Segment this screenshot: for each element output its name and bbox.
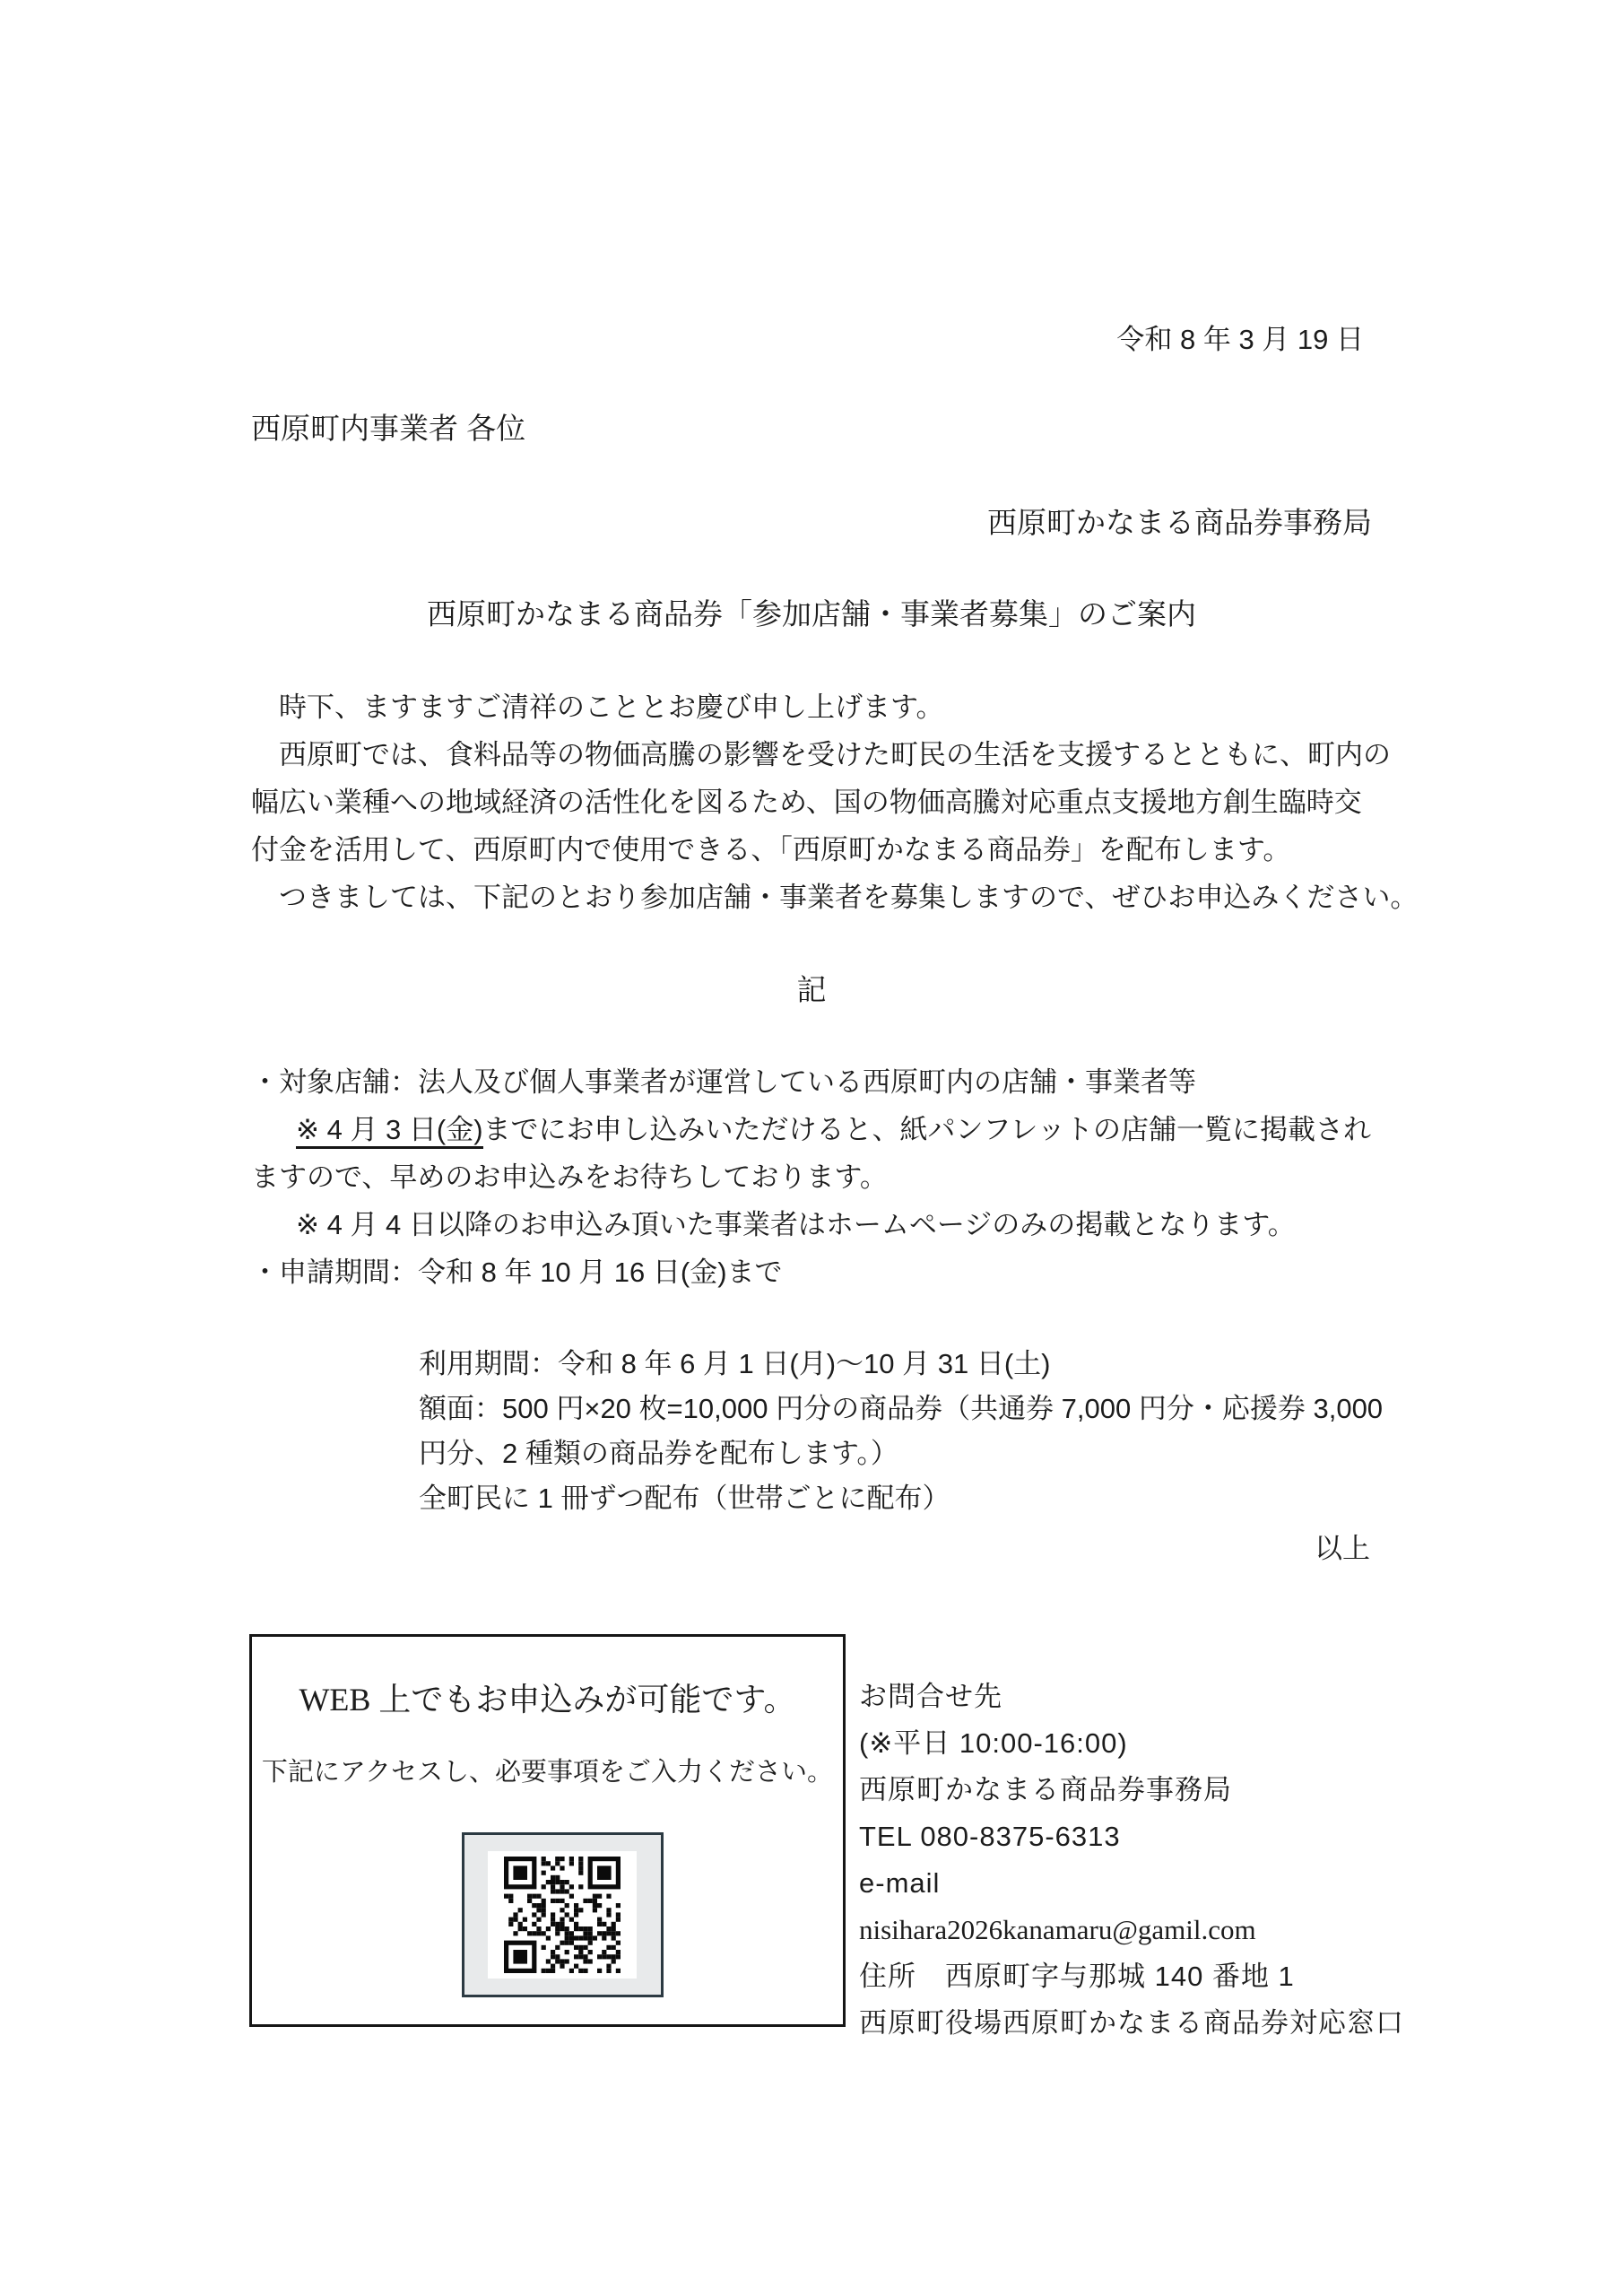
closing-mark: 以上 (1315, 1533, 1370, 1564)
target-stores-line: ・対象店舗：法人及び個人事業者が運営している西原町内の店舗・事業者等 (251, 1066, 1196, 1098)
qr-code-background (488, 1851, 637, 1979)
denomination-line-2: 円分、2 種類の商品券を配布します。） (419, 1438, 898, 1469)
record-mark: 記 (796, 973, 827, 1006)
contact-heading: お問合せ先 (859, 1681, 1002, 1712)
contact-window: 西原町役場西原町かなまる商品券対応窓口 (859, 2007, 1404, 2039)
contact-tel: TEL 080-8375-6313 (859, 1821, 1121, 1852)
body-line: 幅広い業種への地域経済の活性化を図るため、国の物価高騰対応重点支援地方創生臨時交 (251, 787, 1362, 818)
contact-block (859, 1674, 1541, 2047)
deadline-underlined: ※ 4 月 3 日(金) (296, 1114, 483, 1149)
body-line: つきましては、下記のとおり参加店舗・事業者を募集しますので、ぜひお申込みください。 (279, 882, 1419, 913)
application-period-line: ・申請期間：令和 8 年 10 月 16 日(金)まで (251, 1257, 783, 1288)
usage-period-line: 利用期間：令和 8 年 6 月 1 日(月)～10 月 31 日(土) (419, 1348, 1051, 1379)
distribution-line: 全町民に 1 冊ずつ配布（世帯ごとに配布） (419, 1483, 950, 1514)
body-paragraph (251, 683, 1506, 921)
web-box-headline: WEB 上でもお申込みが可能です。 (299, 1682, 796, 1718)
contact-address: 住所 西原町字与那城 140 番地 1 (859, 1961, 1295, 1992)
contact-email-label: e-mail (859, 1867, 941, 1899)
deadline-line (251, 1106, 1506, 1153)
qr-code (504, 1857, 621, 1973)
denomination-line-1: 額面：500 円×20 枚=10,000 円分の商品券（共通券 7,000 円分・応援券 3,000 (419, 1393, 1384, 1424)
body-line: 時下、ますますご清祥のこととお慶び申し上げます。 (279, 691, 944, 723)
qr-code-frame (462, 1832, 664, 1997)
body-line: 西原町では、食料品等の物価高騰の影響を受けた町民の生活を支援するとともに、町内の (279, 739, 1391, 770)
contact-office: 西原町かなまる商品券事務局 (859, 1774, 1232, 1805)
sender: 西原町かなまる商品券事務局 (987, 506, 1372, 539)
deadline-continuation: ますので、早めのお申込みをお待ちしております。 (251, 1161, 888, 1193)
document-date: 令和 8 年 3 月 19 日 (1116, 324, 1364, 355)
addressee: 西原町内事業者 各位 (251, 412, 526, 445)
late-note-line: ※ 4 月 4 日以降のお申込み頂いた事業者はホームページのみの掲載となります。 (296, 1209, 1296, 1240)
contact-email: nisihara2026kanamaru@gamil.com (859, 1914, 1256, 1945)
deadline-rest: までにお申し込みいただけると、紙パンフレットの店舗一覧に掲載され (482, 1114, 1372, 1145)
web-application-box (249, 1634, 846, 2027)
web-box-instruction: 下記にアクセスし、必要事項をご入力ください。 (261, 1758, 834, 1787)
body-line: 付金を活用して、西原町内で使用できる、「西原町かなまる商品券」を配布します。 (251, 834, 1291, 865)
contact-hours: (※平日 10:00-16:00) (859, 1727, 1128, 1759)
voucher-info-block (419, 1342, 1450, 1521)
document-title: 西原町かなまる商品券「参加店舗・事業者募集」のご案内 (427, 597, 1196, 631)
details-section (251, 1058, 1506, 1296)
